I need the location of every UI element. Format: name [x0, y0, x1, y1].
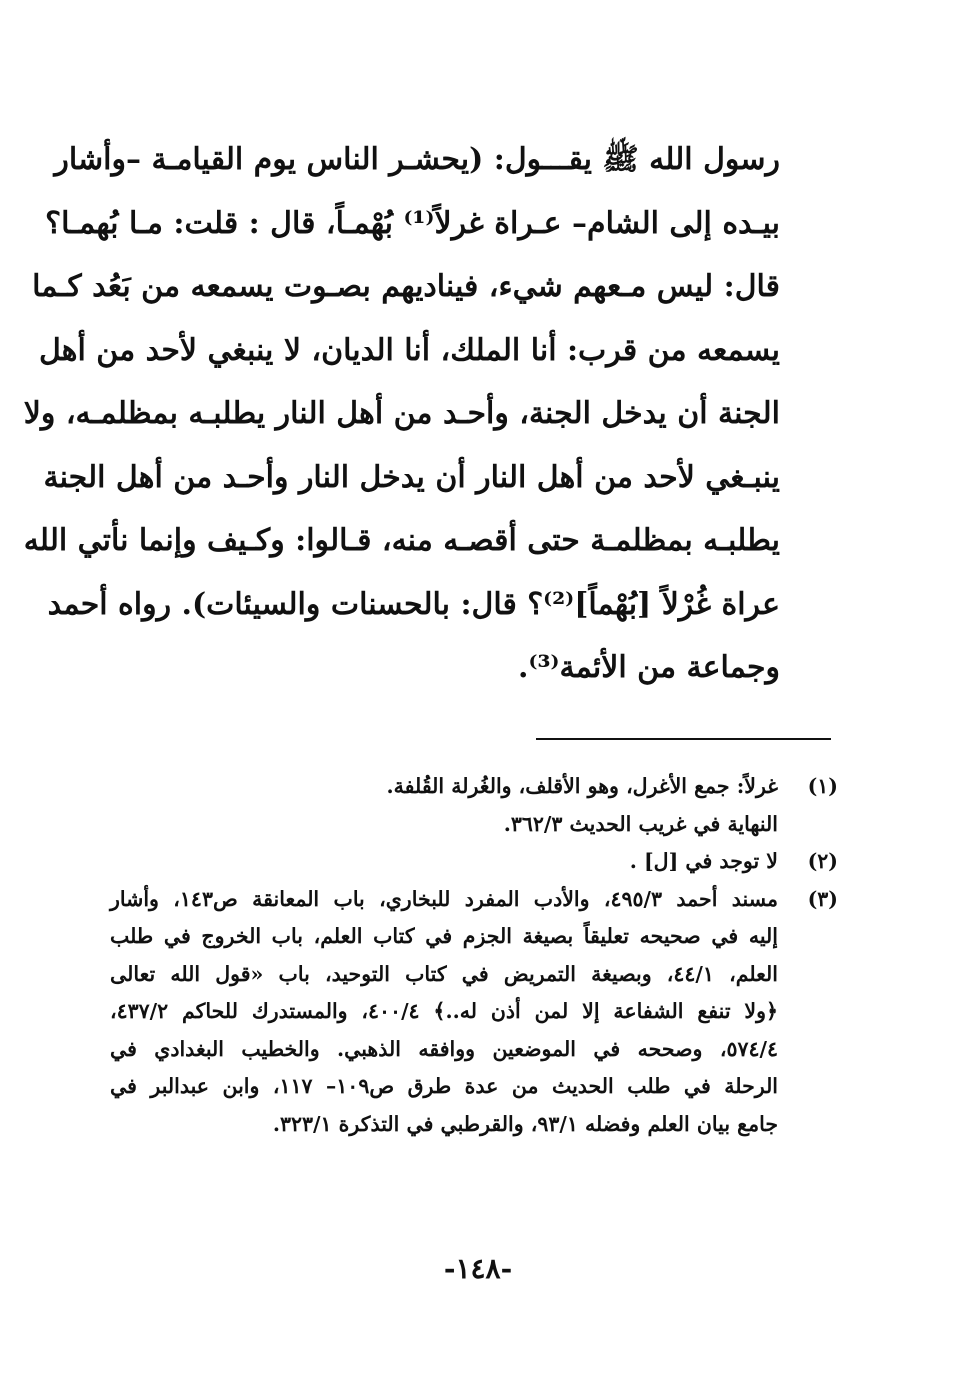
main-text-line: قال: ليس مـعهم شيء، فيناديهم بصـوت يسمعه من بَعُد كـما — [32, 269, 780, 304]
footnotes-section — [110, 768, 840, 1143]
footnote-line: ٥٧٤/٤، وصححه في الموضعين ووافقه الذهبي. والخطيب البغدادي في — [110, 1036, 778, 1061]
footnote-line: العلم، ٤٤/١، وبصيغة التمريض في كتاب التوحيد، باب «قول الله تعالى — [110, 961, 778, 986]
footnote-line: الرحلة في طلب الحديث من عدة طرق ص١٠٩– ١١٧، وابن عبدالبر في — [110, 1074, 779, 1098]
footnote-line: مسند أحمد ٤٩٥/٣، والأدب المفرد للبخاري، باب المعانقة ص١٤٣، وأشار — [110, 886, 778, 911]
main-text-line: رسول الله ﷺ يقـــول: (يحشـر الناس يوم القيامـة –وأشار — [54, 142, 780, 177]
footnote-3 — [110, 881, 840, 1144]
footnote-line: النهاية في غريب الحديث ٣٦٢/٣. — [503, 811, 778, 836]
footnote-line: غرلاً: جمع الأغرل، وهو الأقلف، والغُرلة القُلفة. — [386, 774, 778, 798]
main-text-line: عراة غُرْلاً [بُهْماً]⁽²⁾؟ قال: بالحسنات والسيئات). رواه أحمد — [47, 586, 780, 622]
footnote-number: (٢) — [807, 849, 838, 873]
footnote-separator — [536, 738, 831, 740]
main-text-line: ينبـغي لأحد من أهل النار أن يدخل النار وأحـد من أهل الجنة — [43, 459, 780, 495]
main-text-line: بيـده إلى الشام– عـراة غرلاً⁽¹⁾ بُهْمـاً، قال : قلت: مـا بُهمـا؟ — [45, 205, 780, 241]
footnote-number: (٣) — [807, 886, 838, 911]
main-text-line: الجنة أن يدخل الجنة، وأحـد من أهل النار يطلبـه بمظلمـه، ولا — [23, 396, 780, 431]
main-text-block — [23, 128, 780, 700]
footnote-number: (١) — [807, 774, 838, 798]
footnote-line: ﴿ولا تنفع الشفاعة إلا لمن أذن له..﴾ ٤٠٠/٤، والمستدرك للحاكم ٤٣٧/٢، — [110, 999, 778, 1023]
footnote-line: جامع بيان العلم وفضله ٩٣/١، والقرطبي في التذكرة ٣٢٣/١. — [272, 1111, 778, 1136]
footnote-1 — [110, 768, 840, 843]
page-number: -١٤٨- — [443, 1252, 513, 1285]
main-text-line: يسمعه من قرب: أنا الملك، أنا الديان، لا ينبغي لأحد من أهل — [38, 332, 780, 368]
main-text-line-last: وجماعة من الأئمة⁽³⁾. — [518, 650, 780, 685]
footnote-line: إليه في صحيحه تعليقاً بصيغة الجزم في كتاب العلم، باب الخروج في طلب — [110, 924, 778, 948]
main-text-line: يطلبـه بمظلمـة حتى أقصـه منه، قـالوا: وكـيف وإنما نأتي الله — [23, 523, 780, 558]
footnote-line: لا توجد في [ل] . — [629, 849, 778, 873]
footnote-2 — [110, 843, 840, 881]
